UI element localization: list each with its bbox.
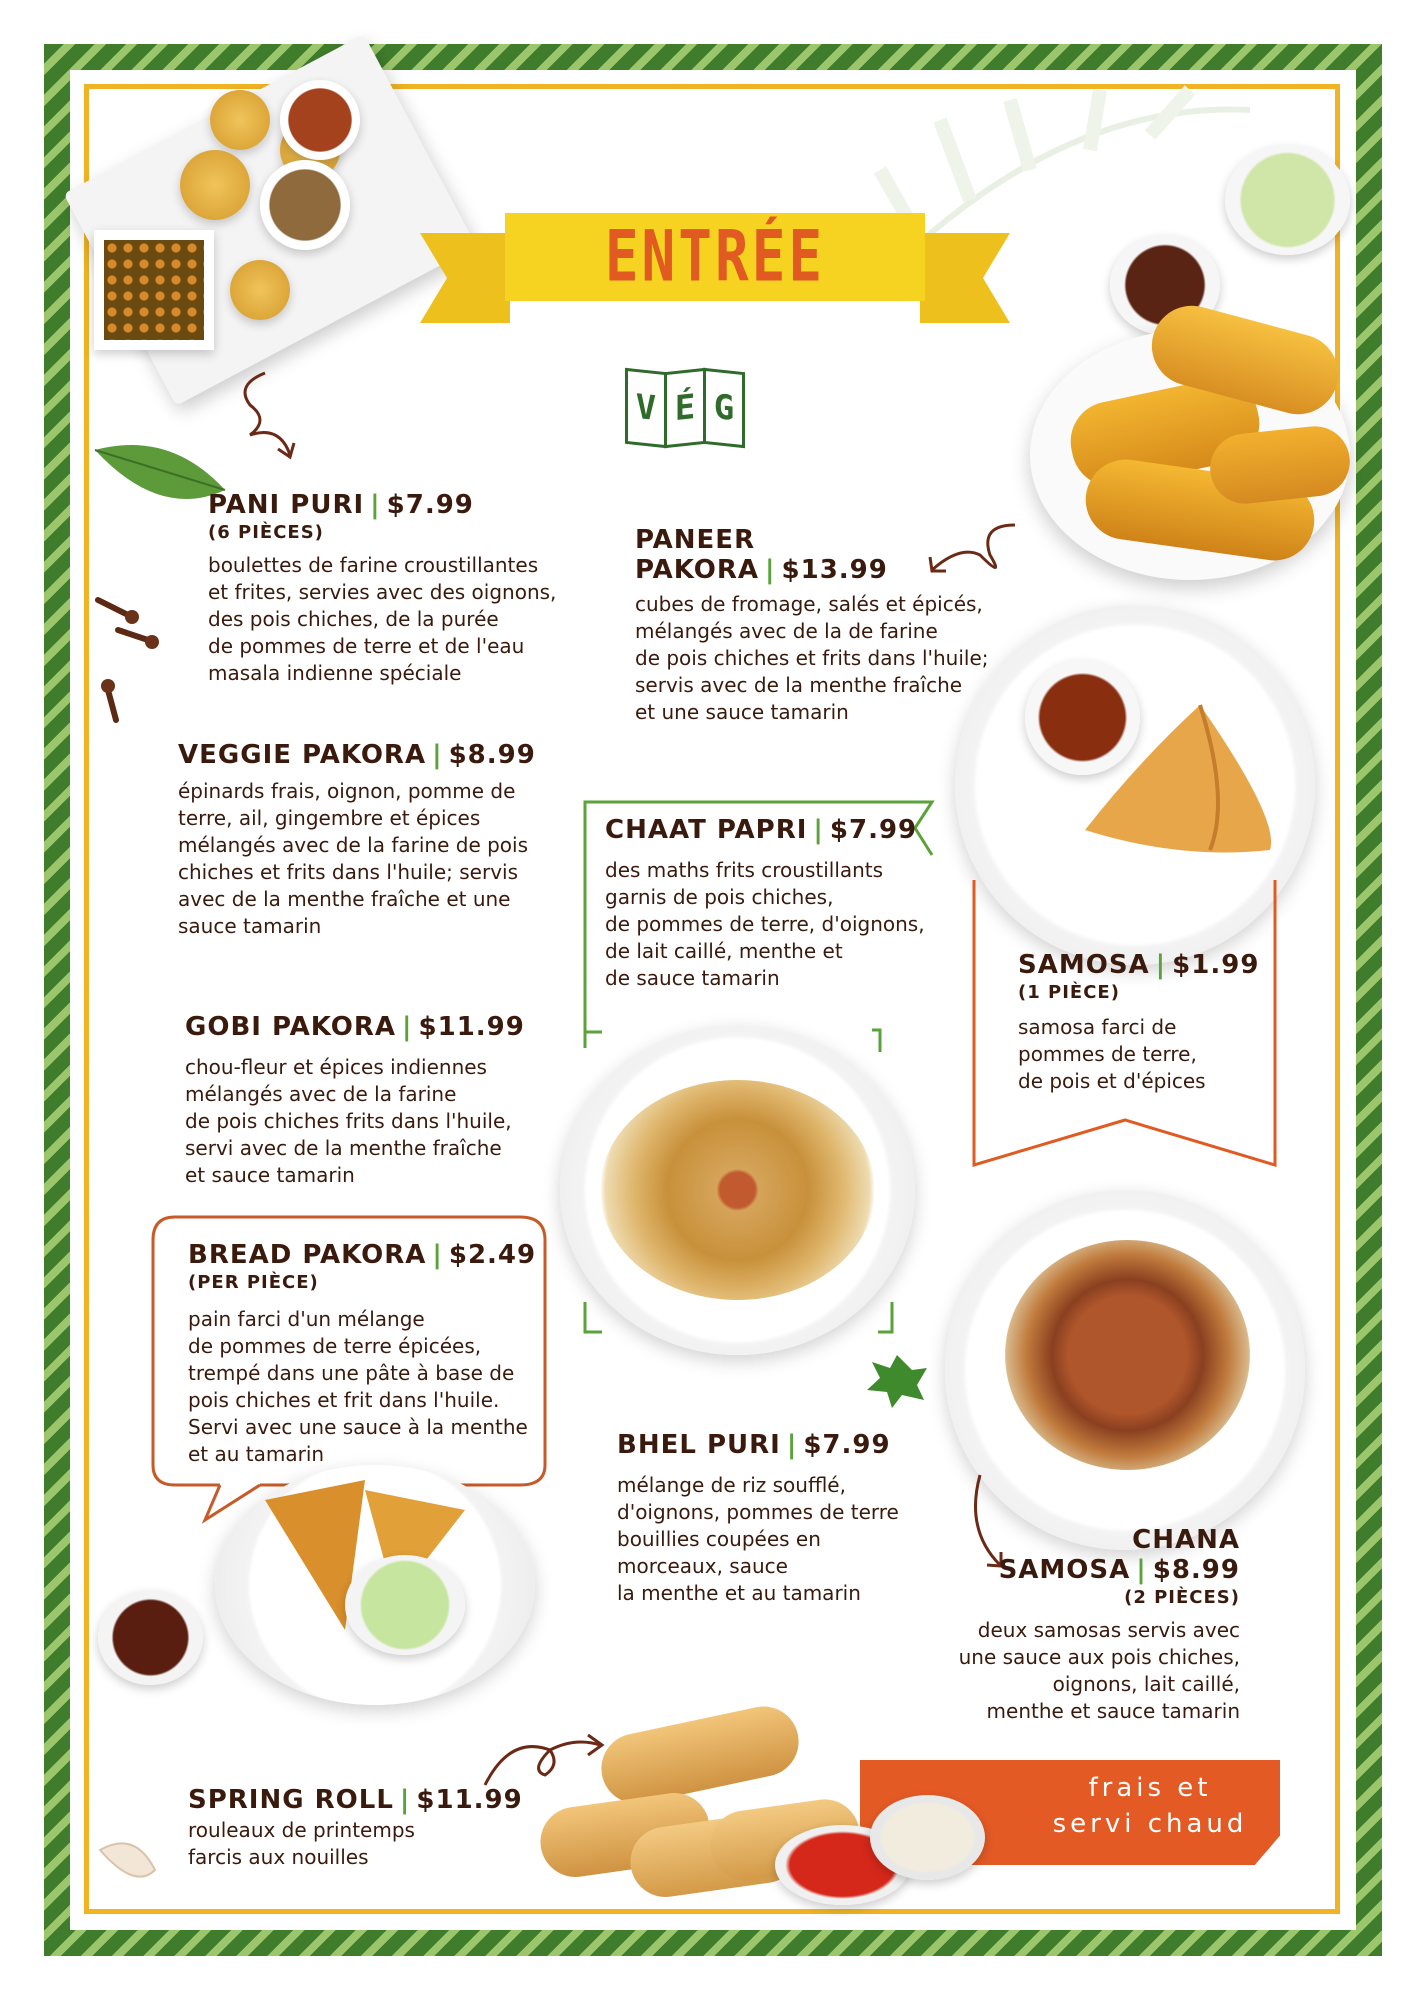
mint-sauce-bowl xyxy=(345,1555,465,1655)
curly-arrow-icon xyxy=(230,365,310,465)
samosa-image xyxy=(1080,700,1280,860)
item-price: $7.99 xyxy=(803,1430,891,1460)
item-chaat-papri: CHAAT PAPRI | $7.99 des maths frits croustillants garnis de pois chiches, de pommes de terre, d'oignons, de lait caillé, menthe et de sauce tamarin xyxy=(605,815,925,990)
item-description: cubes de fromage, salés et épicés, mélangés avec de la de farine de pois chiches et frits dans l'huile; servis avec de la menthe fraîche et une sauce tamarin xyxy=(635,592,989,724)
item-name: CHAAT PAPRI xyxy=(605,815,808,845)
item-pieces: (PER PIÈCE) xyxy=(188,1272,319,1293)
item-description: deux samosas servis avec une sauce aux pois chiches, oignons, lait caillé, menthe et sauce tamarin xyxy=(958,1618,1240,1723)
chana-samosa-food xyxy=(1005,1240,1250,1470)
chaat-papri-frame-bottom xyxy=(580,1300,900,1340)
item-description: épinards frais, oignon, pomme de terre, ail, gingembre et épices mélangés avec de la farine de pois chiches et frits dans l'huile; servis avec de la menthe fraîche et une sauce tamarin xyxy=(178,779,529,938)
page-title: ENTRÉE xyxy=(604,216,826,298)
veg-label xyxy=(628,370,745,450)
item-spring-roll: SPRING ROLL | $11.99 rouleaux de printemps farcis aux nouilles xyxy=(188,1785,523,1869)
item-price: $7.99 xyxy=(829,815,918,845)
garlic-clove-icon xyxy=(95,1830,165,1890)
item-name-line1: CHANA xyxy=(1132,1525,1240,1555)
item-pieces: (6 PIÈCES) xyxy=(208,522,324,543)
veg-letter-v: V xyxy=(625,368,667,448)
item-bhel-puri: BHEL PURI | $7.99 mélange de riz soufflé, d'oignons, pommes de terre bouillies coupées en morceaux, sauce la menthe et au tamarin xyxy=(617,1430,899,1605)
item-name: BREAD PAKORA xyxy=(188,1240,427,1270)
item-name-line1: PANEER xyxy=(635,525,756,555)
chaat-papri-food xyxy=(600,1080,875,1300)
fresh-tag-line1: frais et xyxy=(1088,1773,1212,1803)
item-name: GOBI PAKORA xyxy=(185,1012,397,1042)
item-bread-pakora: BREAD PAKORA | $2.49 (PER PIÈCE) pain farci d'un mélange de pommes de terre épicées, trempé dans une pâte à base de pois chiches et frit dans l'huile. Servi avec une sauce à la menthe et au tamarin xyxy=(188,1240,537,1466)
item-price: $8.99 xyxy=(448,740,536,770)
item-description: samosa farci de pommes de terre, de pois et d'épices xyxy=(1018,1015,1206,1093)
item-name: SAMOSA xyxy=(1018,950,1150,980)
title-banner xyxy=(505,213,925,301)
item-pani-puri: PANI PURI | $7.99 (6 PIÈCES) boulettes de farine croustillantes et frites, servies avec des oignons, des pois chiches, de la purée de pommes de terre et de l'eau masala indienne spéciale xyxy=(208,490,557,685)
fresh-tag-line2: servi chaud xyxy=(1052,1809,1248,1839)
item-description: boulettes de farine croustillantes et frites, servies avec des oignons, des pois chiches, de la purée de pommes de terre et de l'eau masala indienne spéciale xyxy=(208,553,557,685)
item-name: VEGGIE PAKORA xyxy=(178,740,427,770)
item-pieces: (1 PIÈCE) xyxy=(1018,982,1120,1003)
item-name: PANI PURI xyxy=(208,490,365,520)
item-samosa: SAMOSA | $1.99 (1 PIÈCE) samosa farci de pommes de terre, de pois et d'épices xyxy=(1018,950,1260,1093)
clove-icon xyxy=(88,590,168,730)
item-price: $11.99 xyxy=(416,1785,523,1815)
item-description: mélange de riz soufflé, d'oignons, pommes de terre bouillies coupées en morceaux, sauce la menthe et au tamarin xyxy=(617,1473,899,1605)
item-price: $1.99 xyxy=(1172,950,1260,980)
item-veggie-pakora: VEGGIE PAKORA | $8.99 épinards frais, oignon, pomme de terre, ail, gingembre et épices mélangés avec de la farine de pois chiches et frits dans l'huile; servis avec de la menthe fraîche et une sauce tamarin xyxy=(178,740,536,938)
item-name-line2: PAKORA xyxy=(635,555,760,585)
paneer-pakora-platter-image xyxy=(1030,140,1360,610)
item-price: $11.99 xyxy=(418,1012,525,1042)
item-description: des maths frits croustillants garnis de pois chiches, de pommes de terre, d'oignons, de lait caillé, menthe et de sauce tamarin xyxy=(605,858,925,990)
fresh-tag-text xyxy=(1020,1770,1280,1842)
item-price: $2.49 xyxy=(448,1240,537,1270)
pani-puri-platter-image xyxy=(80,60,460,400)
item-chana-samosa: CHANA SAMOSA | $8.99 (2 PIÈCES) deux samosas servis avec une sauce aux pois chiches, oignons, lait caillé, menthe et sauce tamarin xyxy=(900,1525,1240,1725)
item-paneer-pakora: PANEER PAKORA | $13.99 cubes de fromage, salés et épicés, mélangés avec de la de farine de pois chiches et frits dans l'huile; servis avec de la menthe fraîche et une sauce tamarin xyxy=(635,525,989,724)
item-gobi-pakora: GOBI PAKORA | $11.99 chou-fleur et épices indiennes mélangés avec de la farine de pois chiches frits dans l'huile, servi avec de la menthe fraîche et sauce tamarin xyxy=(185,1012,525,1187)
spring-roll-image xyxy=(540,1710,960,1910)
item-price: $8.99 xyxy=(1152,1555,1240,1585)
item-name: BHEL PURI xyxy=(617,1430,781,1460)
item-description: pain farci d'un mélange de pommes de terre épicées, trempé dans une pâte à base de pois chiches et frit dans l'huile. Servi avec une sauce à la menthe et au tamarin xyxy=(188,1307,528,1466)
item-description: rouleaux de printemps farcis aux nouilles xyxy=(188,1818,415,1869)
item-description: chou-fleur et épices indiennes mélangés avec de la farine de pois chiches frits dans l'huile, servi avec de la menthe fraîche et sauce tamarin xyxy=(185,1055,512,1187)
veg-letter-e: É xyxy=(664,368,706,448)
item-pieces: (2 PIÈCES) xyxy=(1124,1587,1240,1608)
item-name: SPRING ROLL xyxy=(188,1785,394,1815)
item-price: $13.99 xyxy=(781,555,888,585)
veg-letter-g: G xyxy=(703,368,745,448)
tamarin-sauce-bowl xyxy=(98,1590,203,1685)
cilantro-leaf-icon xyxy=(862,1350,932,1410)
item-price: $7.99 xyxy=(386,490,474,520)
item-name-line2: SAMOSA xyxy=(998,1555,1131,1585)
